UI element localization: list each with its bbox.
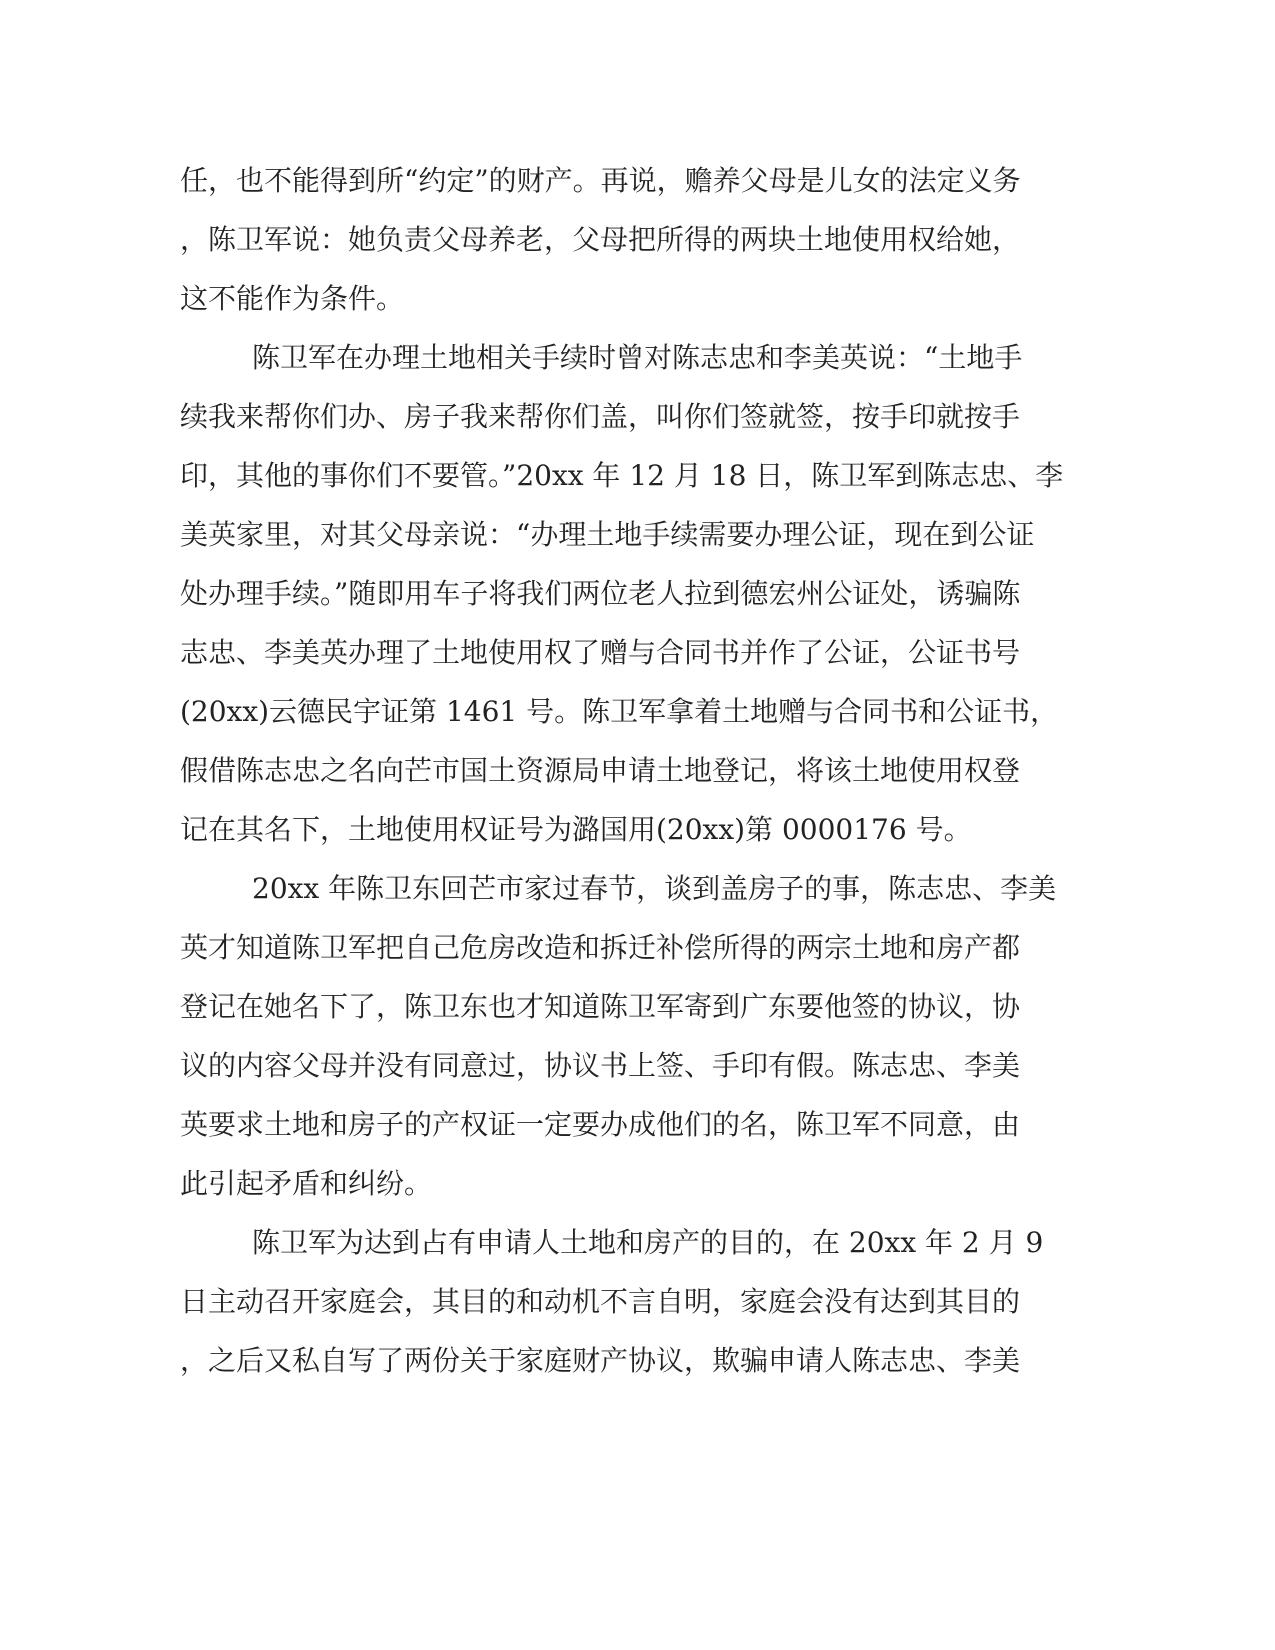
text-line: 处办理手续。”随即用车子将我们两位老人拉到德宏州公证处，诱骗陈 [180,577,1021,610]
text-line: 印，其他的事你们不要管。”20xx 年 12 月 18 日，陈卫军到陈志忠、李 [180,459,1064,492]
text-line: 英才知道陈卫军把自己危房改造和拆迁补偿所得的两宗土地和房产都 [180,931,1021,964]
text-line: 英要求土地和房子的产权证一定要办成他们的名，陈卫军不同意，由 [180,1108,1021,1141]
text-line: ，陈卫军说：她负责父母养老，父母把所得的两块土地使用权给她， [180,223,1021,256]
text-line: 志忠、李美英办理了土地使用权了赠与合同书并作了公证，公证书号 [180,636,1021,669]
text-line: 假借陈志忠之名向芒市国土资源局申请土地登记，将该土地使用权登 [180,754,1021,787]
text-line: 续我来帮你们办、房子我来帮你们盖，叫你们签就签，按手印就按手 [180,400,1021,433]
text-line: 记在其名下，土地使用权证号为潞国用(20xx)第 0000176 号。 [180,813,972,846]
text-line: 任，也不能得到所“约定”的财产。再说，赡养父母是儿女的法定义务 [180,164,1021,197]
paragraph-3 [180,859,1060,1213]
paragraph-2 [180,328,1064,859]
text-line: 议的内容父母并没有同意过，协议书上签、手印有假。陈志忠、李美 [180,1049,1021,1082]
text-line: 陈卫军在办理土地相关手续时曾对陈志忠和李美英说：“土地手 [252,341,1023,374]
paragraph-4 [180,1213,1060,1390]
paragraph-1 [180,151,1060,328]
text-line: 日主动召开家庭会，其目的和动机不言自明，家庭会没有达到其目的 [180,1285,1021,1318]
text-line: 陈卫军为达到占有申请人土地和房产的目的，在 20xx 年 2 月 9 [252,1226,1044,1259]
text-line: 美英家里，对其父母亲说：“办理土地手续需要办理公证，现在到公证 [180,518,1035,551]
text-line: 这不能作为条件。 [180,282,405,315]
text-line: 20xx 年陈卫东回芒市家过春节，谈到盖房子的事，陈志忠、李美 [252,872,1057,905]
text-line: (20xx)云德民宇证第 1461 号。陈卫军拿着土地赠与合同书和公证书， [180,695,1059,728]
text-line: ，之后又私自写了两份关于家庭财产协议，欺骗申请人陈志忠、李美 [180,1344,1021,1377]
text-line: 此引起矛盾和纠纷。 [180,1167,433,1200]
text-line: 登记在她名下了，陈卫东也才知道陈卫军寄到广东要他签的协议，协 [180,990,1021,1023]
document-body [180,151,1064,1390]
